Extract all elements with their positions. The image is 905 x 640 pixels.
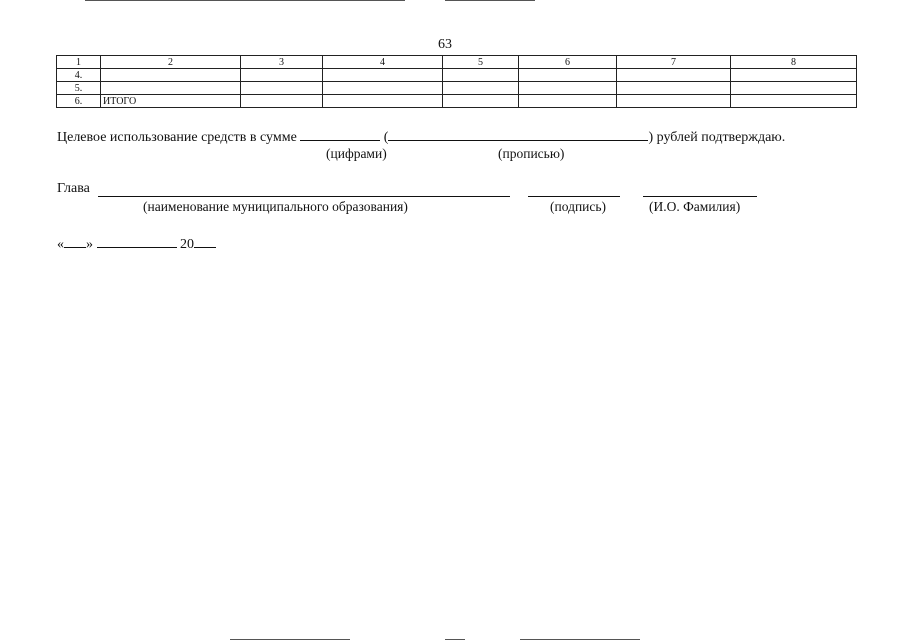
confirmation-prefix: Целевое использование средств в сумме	[57, 130, 297, 145]
table-cell	[443, 69, 519, 82]
table-cell	[617, 69, 731, 82]
header-cell: 1	[57, 56, 101, 69]
header-cell: 8	[731, 56, 857, 69]
hint-municipality: (наименование муниципального образования)	[143, 199, 408, 214]
table-cell	[617, 95, 731, 108]
header-cell: 5	[443, 56, 519, 69]
table-cell	[731, 95, 857, 108]
header-cell: 7	[617, 56, 731, 69]
table-cell	[731, 69, 857, 82]
hint-name: (И.О. Фамилия)	[649, 199, 741, 214]
row-label	[101, 82, 241, 95]
table-cell	[731, 82, 857, 95]
date-line	[57, 235, 216, 253]
table-cell	[241, 69, 323, 82]
year-field[interactable]	[194, 235, 216, 248]
table-header-row	[57, 56, 857, 69]
close-quote: »	[86, 237, 93, 252]
amount-words-field[interactable]	[388, 128, 648, 141]
table-cell	[323, 69, 443, 82]
hint-signature: (подпись)	[550, 199, 607, 214]
header-cell: 2	[101, 56, 241, 69]
row-number: 6.	[57, 95, 101, 108]
table-cell	[443, 95, 519, 108]
table-cell	[443, 82, 519, 95]
signature-label: Глава	[57, 181, 90, 196]
municipality-field[interactable]	[98, 196, 510, 197]
confirmation-suffix: ) рублей подтверждаю.	[648, 130, 786, 145]
table-row	[57, 69, 857, 82]
row-label	[101, 69, 241, 82]
open-paren: (	[383, 130, 389, 145]
table-row	[57, 82, 857, 95]
table-cell	[519, 82, 617, 95]
name-field[interactable]	[643, 196, 757, 197]
form-table	[56, 55, 857, 108]
header-cell: 6	[519, 56, 617, 69]
table-cell	[241, 82, 323, 95]
row-number: 5.	[57, 82, 101, 95]
month-field[interactable]	[97, 235, 177, 248]
day-field[interactable]	[64, 235, 86, 248]
signature-field[interactable]	[528, 196, 620, 197]
table-cell	[519, 95, 617, 108]
scan-edge-top	[445, 0, 535, 1]
table-cell	[323, 82, 443, 95]
row-label: ИТОГО	[101, 95, 241, 108]
table-cell	[617, 82, 731, 95]
table-cell	[241, 95, 323, 108]
header-cell: 4	[323, 56, 443, 69]
confirmation-line	[57, 128, 785, 146]
table-cell	[519, 69, 617, 82]
scan-edge-top	[85, 0, 405, 1]
hint-digits: (цифрами)	[326, 146, 387, 161]
header-cell: 3	[241, 56, 323, 69]
row-number: 4.	[57, 69, 101, 82]
table-cell	[323, 95, 443, 108]
page-number: 63	[438, 37, 452, 52]
year-prefix: 20	[180, 237, 194, 252]
table-row	[57, 95, 857, 108]
open-quote: «	[57, 237, 64, 252]
hint-words: (прописью)	[498, 146, 565, 161]
amount-digits-field[interactable]	[300, 128, 380, 141]
